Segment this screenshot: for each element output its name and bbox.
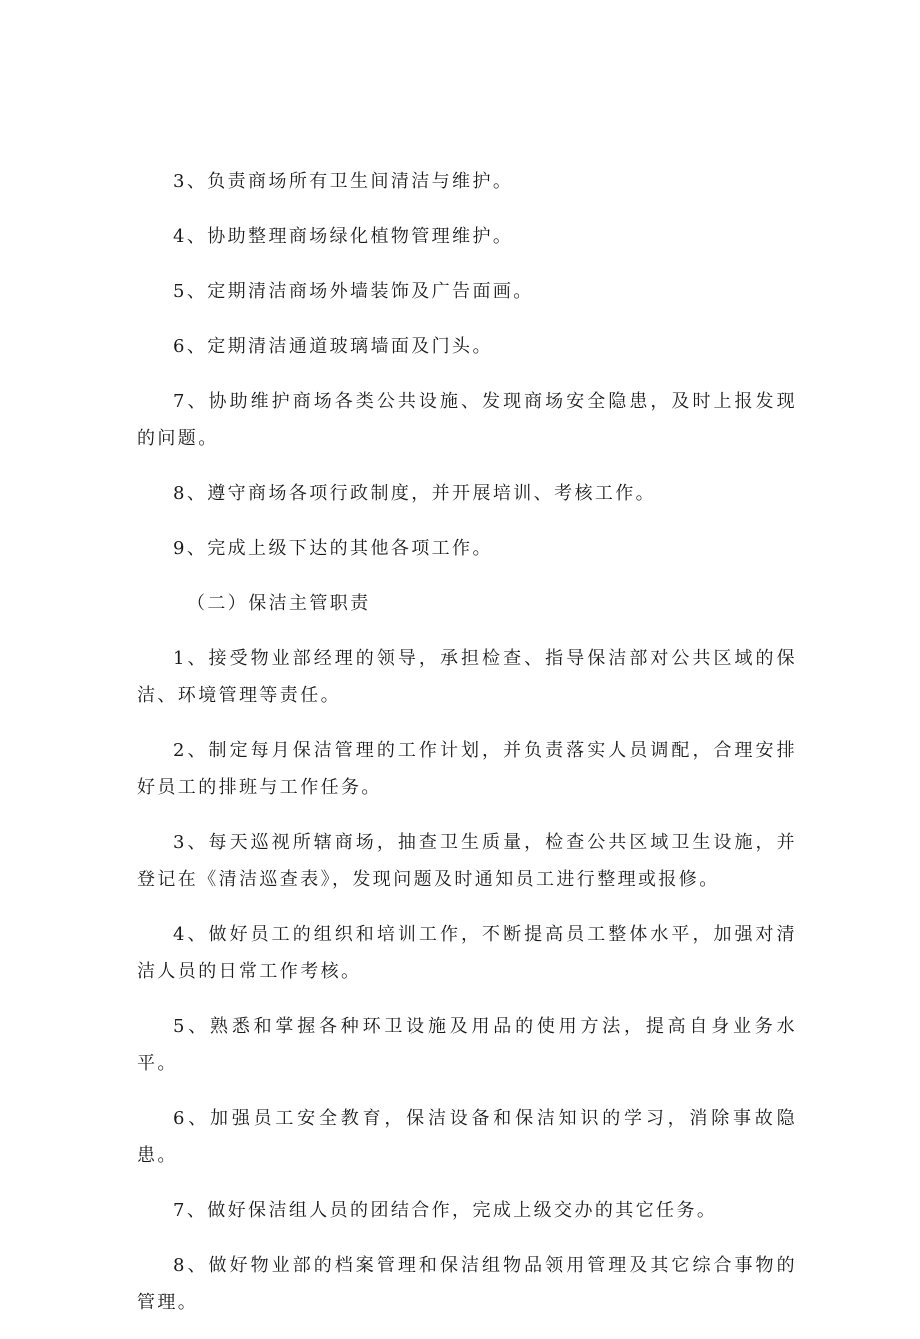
section1-item-9: 9、完成上级下达的其他各项工作。 (173, 538, 493, 559)
section2-item-5: 5、熟悉和掌握各种环卫设施及用品的使用方法，提高自身业务水平。 (137, 1016, 797, 1074)
section1-item-4: 4、协助整理商场绿化植物管理维护。 (173, 226, 514, 247)
section1-item-5: 5、定期清洁商场外墙装饰及广告面画。 (173, 281, 534, 302)
section1-item-8: 8、遵守商场各项行政制度，并开展培训、考核工作。 (173, 483, 657, 504)
section2-item-2: 2、制定每月保洁管理的工作计划，并负责落实人员调配，合理安排好员工的排班与工作任务。 (137, 740, 797, 798)
section1-item-3: 3、负责商场所有卫生间清洁与维护。 (173, 171, 514, 192)
section2-item-7: 7、做好保洁组人员的团结合作，完成上级交办的其它任务。 (173, 1200, 718, 1221)
section2-heading: （二）保洁主管职责 (187, 593, 371, 614)
section2-item-8: 8、做好物业部的档案管理和保洁组物品领用管理及其它综合事物的管理。 (137, 1255, 797, 1313)
section2-item-4: 4、做好员工的组织和培训工作，不断提高员工整体水平，加强对清洁人员的日常工作考核。 (137, 924, 797, 982)
document-body (137, 163, 797, 1339)
section2-item-1: 1、接受物业部经理的领导，承担检查、指导保洁部对公共区域的保洁、环境管理等责任。 (137, 648, 797, 706)
section1-item-6: 6、定期清洁通道玻璃墙面及门头。 (173, 336, 493, 357)
section2-item-6: 6、加强员工安全教育，保洁设备和保洁知识的学习，消除事故隐患。 (137, 1108, 797, 1166)
section1-item-7: 7、协助维护商场各类公共设施、发现商场安全隐患，及时上报发现的问题。 (137, 391, 797, 449)
section2-item-3: 3、每天巡视所辖商场，抽查卫生质量，检查公共区域卫生设施，并登记在《清洁巡查表》，发现问题及时通知员工进行整理或报修。 (137, 832, 797, 890)
